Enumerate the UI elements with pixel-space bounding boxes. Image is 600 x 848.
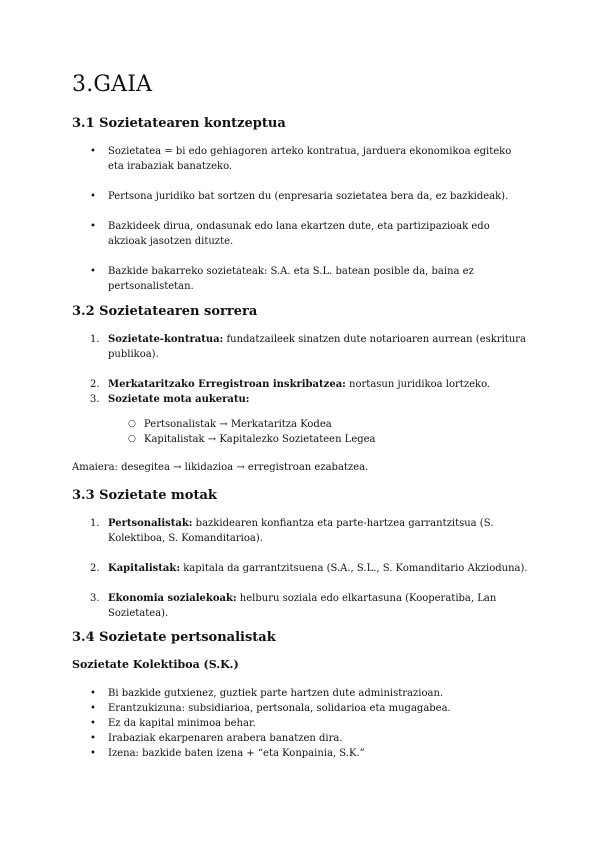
item-term: Ekonomia sozialekoak: (108, 593, 237, 604)
section-heading-3-2: 3.2 Sozietatearen sorrera (72, 304, 258, 319)
section-3-4-list (72, 686, 528, 761)
list-item (72, 377, 528, 392)
list-item: • Bazkide bakarreko sozietateak: S.A. eta S.L. batean posible da, baina ez pertsonalistetan. (72, 264, 528, 294)
item-text: fundatzaileek sinatzen dute notarioaren aurrean (eskritura publikoa). (108, 334, 526, 360)
list-item: • Bi bazkide gutxienez, guztiek parte hartzen dute administrazioan. (72, 686, 528, 701)
section-heading-3-1: 3.1 Sozietatearen kontzeptua (72, 116, 286, 131)
list-item: • Ez da kapital minimoa behar. (72, 716, 528, 731)
item-term: Sozietate mota aukeratu: (108, 394, 250, 405)
section-3-2-sublist (72, 417, 528, 447)
item-text: bazkidearen konfiantza eta parte-hartzea garrantzitsua (S. Kolektiboa, S. Komanditarioa). (108, 518, 494, 544)
list-item: • Bazkideek dirua, ondasunak edo lana ekartzen dute, eta partizipazioak edo akzioak jasotzen dituzte. (72, 219, 528, 249)
section-3-2-list (72, 332, 528, 407)
list-number: 2. (90, 379, 100, 390)
list-number: 3. (90, 593, 100, 604)
list-item: • Erantzukizuna: subsidiarioa, pertsonala, solidarioa eta mugagabea. (72, 701, 528, 716)
section-heading-3-4: 3.4 Sozietate pertsonalistak (72, 630, 276, 645)
sub-list-item: ○ Pertsonalistak → Merkataritza Kodea (72, 417, 528, 432)
item-term: Kapitalistak: (108, 563, 181, 574)
sub-list-item: ○ Kapitalistak → Kapitalezko Sozietateen Legea (72, 432, 528, 447)
list-number: 1. (90, 334, 100, 345)
item-term: Merkataritzako Erregistroan inskribatzea: (108, 379, 346, 390)
list-item: • Sozietatea = bi edo gehiagoren arteko kontratua, jarduera ekonomikoa egiteko eta irabaziak banatzeko. (72, 144, 528, 174)
section-heading-3-3: 3.3 Sozietate motak (72, 488, 217, 503)
item-text: helburu soziala edo elkartasuna (Kooperatiba, Lan Sozietatea). (108, 593, 497, 619)
page-title: 3.GAIA (72, 72, 153, 97)
list-item (72, 561, 528, 576)
section-3-3-list (72, 516, 528, 621)
list-number: 2. (90, 563, 100, 574)
list-number: 3. (90, 394, 100, 405)
list-number: 1. (90, 518, 100, 529)
list-item: • Pertsona juridiko bat sortzen du (enpresaria sozietatea bera da, ez bazkideak). (72, 189, 528, 204)
section-3-1-list (72, 144, 528, 294)
section-3-2-note: Amaiera: desegitea → likidazioa → erregistroan ezabatzea. (72, 462, 369, 473)
item-text: kapitala da garrantzitsuena (S.A., S.L., S. Komanditario Akzioduna). (180, 563, 528, 574)
list-item (72, 332, 528, 362)
list-item (72, 392, 528, 407)
item-text: nortasun juridikoa lortzeko. (345, 379, 491, 390)
list-item: • Izena: bazkide baten izena + “eta Konpainia, S.K.” (72, 746, 528, 761)
subsection-heading: Sozietate Kolektiboa (S.K.) (72, 658, 239, 671)
item-term: Sozietate-kontratua: (108, 334, 224, 345)
list-item (72, 516, 528, 546)
list-item: • Irabaziak ekarpenaren arabera banatzen dira. (72, 731, 528, 746)
item-term: Pertsonalistak: (108, 518, 193, 529)
list-item (72, 591, 528, 621)
